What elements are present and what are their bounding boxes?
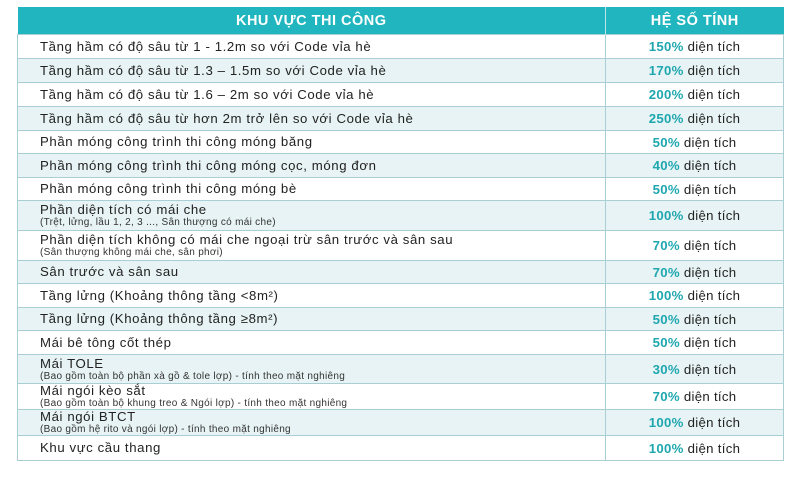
coefficient-percent: 100% xyxy=(648,288,684,303)
coefficient-cell xyxy=(606,410,784,436)
coefficient-table xyxy=(17,7,784,461)
area-label: Tầng lửng (Khoảng thông tầng ≥8m²) xyxy=(40,311,279,326)
coefficient-unit: diện tích xyxy=(683,335,737,350)
table-body xyxy=(18,35,784,461)
coefficient-cell xyxy=(606,107,784,131)
area-label: Tầng hầm có độ sâu từ 1.3 – 1.5m so với Code vỉa hè xyxy=(40,62,387,78)
area-label: Phần diện tích có mái che xyxy=(40,202,207,217)
coefficient-table-container xyxy=(17,7,783,461)
coefficient-unit: diện tích xyxy=(687,440,741,456)
coefficient-cell xyxy=(606,284,784,308)
table-row xyxy=(18,59,784,83)
area-note: (Bao gồm hệ rito và ngói lợp) - tính theo mặt nghiêng xyxy=(40,424,291,435)
area-label: Phần móng công trình thi công móng cọc, móng đơn xyxy=(40,157,377,173)
area-note: (Sân thượng không mái che, sân phơi) xyxy=(40,247,223,258)
table-row xyxy=(18,35,784,59)
coefficient-cell xyxy=(606,131,784,154)
coefficient-unit: diện tích xyxy=(683,264,737,280)
area-label: Tầng hầm có độ sâu từ 1.6 – 2m so với Code vỉa hè xyxy=(40,86,375,102)
area-label: Tầng hầm có độ sâu từ 1 - 1.2m so với Code vỉa hè xyxy=(40,38,372,54)
coefficient-percent: 50% xyxy=(652,335,680,350)
coefficient-cell xyxy=(606,201,784,231)
coefficient-unit: diện tích xyxy=(683,311,737,327)
table-row xyxy=(18,355,784,384)
coefficient-unit: diện tích xyxy=(683,158,737,173)
coefficient-unit: diện tích xyxy=(687,63,741,78)
coefficient-cell xyxy=(606,231,784,261)
coefficient-cell xyxy=(606,331,784,355)
table-row xyxy=(18,308,784,331)
coefficient-unit: diện tích xyxy=(687,111,741,126)
coefficient-unit: diện tích xyxy=(683,238,737,253)
table-row xyxy=(18,384,784,410)
area-label: Mái ngói BTCT xyxy=(40,409,136,424)
coefficient-cell xyxy=(606,178,784,201)
area-cell xyxy=(18,231,606,261)
coefficient-percent: 250% xyxy=(648,111,684,126)
table-row xyxy=(18,154,784,178)
coefficient-cell xyxy=(606,308,784,331)
table-row xyxy=(18,410,784,436)
coefficient-unit: diện tích xyxy=(687,288,741,303)
area-label: Phần móng công trình thi công móng bè xyxy=(40,181,297,196)
area-cell xyxy=(18,59,606,83)
coefficient-percent: 70% xyxy=(652,264,680,280)
coefficient-percent: 70% xyxy=(652,389,680,404)
coefficient-cell xyxy=(606,154,784,178)
area-cell xyxy=(18,410,606,436)
header-coefficient: HỆ SỐ TÍNH xyxy=(606,7,784,35)
table-row xyxy=(18,331,784,355)
area-label: Tầng lửng (Khoảng thông tầng <8m²) xyxy=(40,287,279,303)
table-row xyxy=(18,261,784,284)
area-note: (Bao gồm toàn bộ khung treo & Ngói lợp) - tính theo mặt nghiêng xyxy=(40,398,348,409)
coefficient-percent: 200% xyxy=(648,87,684,102)
coefficient-unit: diện tích xyxy=(687,39,741,54)
table-row xyxy=(18,131,784,154)
area-cell xyxy=(18,331,606,355)
area-label: Phần móng công trình thi công móng băng xyxy=(40,134,313,149)
table-row xyxy=(18,107,784,131)
coefficient-unit: diện tích xyxy=(683,389,737,404)
area-cell xyxy=(18,35,606,59)
coefficient-unit: diện tích xyxy=(683,181,737,197)
table-row xyxy=(18,178,784,201)
area-label: Phần diện tích không có mái che ngoại trừ sân trước và sân sau xyxy=(40,232,454,247)
area-label: Tầng hầm có độ sâu từ hơn 2m trở lên so với Code vỉa hè xyxy=(40,110,414,126)
coefficient-percent: 50% xyxy=(652,181,680,197)
area-cell xyxy=(18,178,606,201)
coefficient-percent: 30% xyxy=(652,361,680,377)
area-label: Khu vực cầu thang xyxy=(40,440,161,455)
coefficient-percent: 50% xyxy=(652,311,680,327)
area-cell xyxy=(18,201,606,231)
coefficient-percent: 50% xyxy=(652,134,680,150)
area-cell xyxy=(18,355,606,384)
coefficient-unit: diện tích xyxy=(687,208,741,223)
coefficient-cell xyxy=(606,436,784,461)
table-row xyxy=(18,436,784,461)
coefficient-cell xyxy=(606,35,784,59)
table-header xyxy=(18,7,784,35)
coefficient-cell xyxy=(606,59,784,83)
area-cell xyxy=(18,384,606,410)
coefficient-cell xyxy=(606,261,784,284)
header-area: KHU VỰC THI CÔNG xyxy=(18,7,606,35)
table-row xyxy=(18,201,784,231)
area-label: Mái ngói kèo sắt xyxy=(40,383,146,398)
coefficient-percent: 100% xyxy=(648,208,684,223)
area-cell xyxy=(18,436,606,461)
area-label: Mái bê tông cốt thép xyxy=(40,334,172,350)
area-cell xyxy=(18,131,606,154)
coefficient-percent: 40% xyxy=(652,158,680,173)
coefficient-percent: 100% xyxy=(648,440,684,456)
area-label: Sân trước và sân sau xyxy=(40,264,179,279)
area-cell xyxy=(18,284,606,308)
coefficient-unit: diện tích xyxy=(687,415,741,430)
area-note: (Bao gồm toàn bộ phần xà gồ & tole lợp) - tính theo mặt nghiêng xyxy=(40,370,346,382)
coefficient-unit: diện tích xyxy=(687,87,741,102)
coefficient-unit: diện tích xyxy=(683,361,737,377)
table-row xyxy=(18,231,784,261)
area-cell xyxy=(18,154,606,178)
coefficient-percent: 70% xyxy=(652,238,680,253)
table-row xyxy=(18,284,784,308)
coefficient-percent: 150% xyxy=(648,39,684,54)
area-label: Mái TOLE xyxy=(40,355,104,371)
area-cell xyxy=(18,107,606,131)
area-cell xyxy=(18,261,606,284)
area-cell xyxy=(18,83,606,107)
coefficient-cell xyxy=(606,83,784,107)
coefficient-unit: diện tích xyxy=(683,134,737,150)
coefficient-percent: 100% xyxy=(648,415,684,430)
coefficient-cell xyxy=(606,384,784,410)
area-cell xyxy=(18,308,606,331)
coefficient-percent: 170% xyxy=(648,63,684,78)
area-note: (Trệt, lửng, lầu 1, 2, 3 ..., Sân thượng có mái che) xyxy=(40,217,276,228)
coefficient-cell xyxy=(606,355,784,384)
table-row xyxy=(18,83,784,107)
